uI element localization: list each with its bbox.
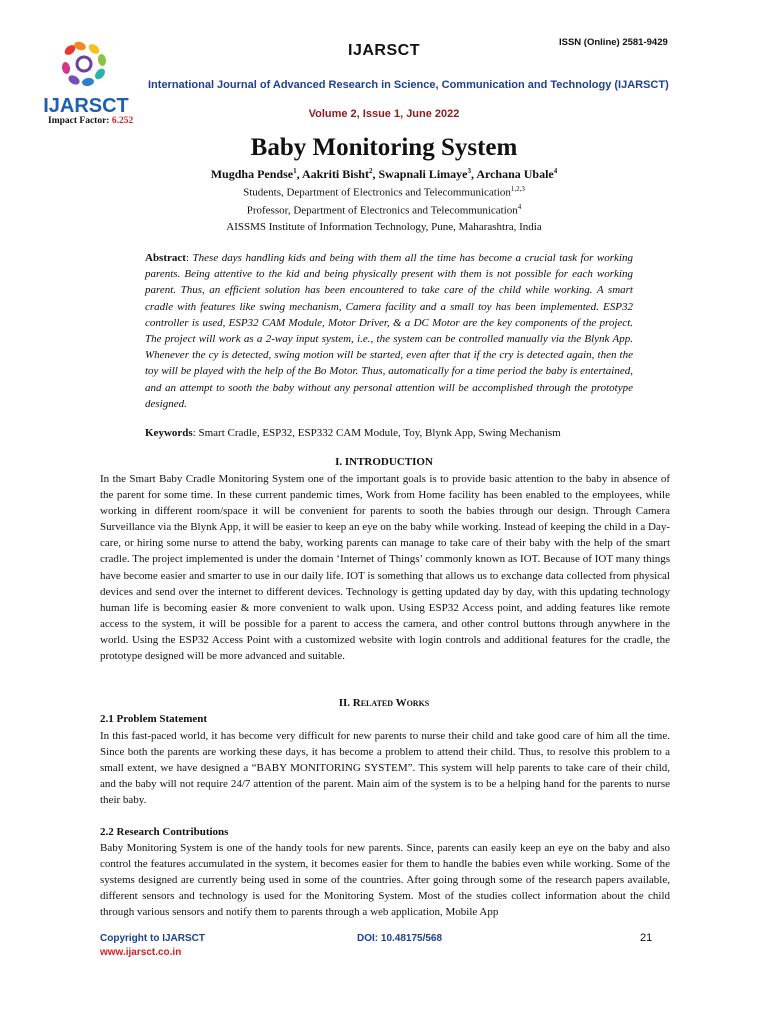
abstract-text: These days handling kids and being with them all the time has become a crucial task for working parents. Being attentive to the kid and being physically present with them is not possible for each working parent. Thus, an efficient solution has been encountered to take care of the child while working. A smart cradle with features like swing mechanism, Camera facility and a small toy has been implemented. ESP32 controller is used, ESP32 CAM Module, Motor Driver, & a DC Motor are the key components of the project. The project will work as a 2-way input system, i.e., the system can be controlled manually via the Blynk App. Whenever the cy is detected, swing motion will be started, even after that if the cry is detected again, then the toy will be played with the help of the Bo Motor. Thus, automatically for a time period the baby is entertained, and an attempt to sooth the baby without any personal attention will be accomplished through the prototype designed. <box>145 252 633 410</box>
footer-copyright: Copyright to IJARSCT <box>100 933 205 944</box>
keywords-block: Keywords: Smart Cradle, ESP32, ESP332 CAM Module, Toy, Blynk App, Swing Mechanism <box>145 427 561 439</box>
section-heading-introduction: I. INTRODUCTION <box>335 456 433 468</box>
keywords-label: Keywords <box>145 427 193 439</box>
impact-factor-value: 6.252 <box>111 116 134 126</box>
keywords-text: Smart Cradle, ESP32, ESP332 CAM Module, Toy, Blynk App, Swing Mechanism <box>198 427 561 439</box>
page-number: 21 <box>640 932 653 944</box>
volume-issue: Volume 2, Issue 1, June 2022 <box>308 108 460 120</box>
author-name: Swapnali Limaye <box>378 167 468 181</box>
affiliation-text: Students, Department of Electronics and Telecommunication <box>243 186 511 199</box>
author-sup: 1 <box>293 167 297 175</box>
author-sep: , <box>296 167 302 181</box>
affiliation-professor <box>0 203 768 217</box>
affiliation-institute: AISSMS Institute of Information Technology, Pune, Maharashtra, India <box>226 221 542 233</box>
author-sup: 2 <box>368 167 373 175</box>
author-name: Aakriti Bisht <box>301 167 369 181</box>
footer-doi: DOI: 10.48175/568 <box>357 933 443 944</box>
author-list <box>0 167 768 182</box>
subsection-heading-research-contributions: 2.2 Research Contributions <box>100 826 229 838</box>
impact-factor-label: Impact Factor: <box>48 116 112 126</box>
abstract-block: Abstract: These days handling kids and being with them all the time has become a crucial task for working parents. Being attentive to the kid and being physically present with them is not possible for each working parent. Thus, an efficient solution has been encountered to take care of the child while working. A smart cradle with features like swing mechanism, Camera facility and a small toy has been implemented. ESP32 controller is used, ESP32 CAM Module, Motor Driver, & a DC Motor are the key components of the project. The project will work as a 2-way input system, i.e., the system can be controlled manually via the Blynk App. Whenever the cy is detected, swing motion will be started, even after that if the cry is detected again, then the toy will be played with the help of the Bo Motor. Thus, automatically for a time period the baby is entertained, and an attempt to sooth the baby without any personal attention will be accomplished through the prototype designed. <box>145 252 633 410</box>
author-name: Mugdha Pendse <box>210 167 294 181</box>
affiliation-sup: 1,2,3 <box>510 185 525 193</box>
issn-number: ISSN (Online) 2581-9429 <box>559 37 668 48</box>
author-sep: , <box>470 167 477 181</box>
paper-title: Baby Monitoring System <box>250 134 518 161</box>
author-sup: 3 <box>467 167 471 175</box>
author-sup: 4 <box>553 167 558 175</box>
subsection-heading-problem-statement: 2.1 Problem Statement <box>100 713 208 725</box>
author-name: Archana Ubale <box>476 167 554 181</box>
author-sep: , <box>372 167 379 181</box>
affiliation-sup: 4 <box>517 203 522 211</box>
affiliation-students <box>0 185 768 199</box>
problem-statement-paragraph: In this fast-paced world, it has become very difficult for new parents to nurse their child and take good care of him all the time. Since both the parents are working these days, it has become a problem to attend their child. Thus, to resolve this problem to a small extent, we have designed a “BABY MONITORING SYSTEM”. This system will help parents to take care of their child, and the baby will not require 24/7 attention of the parent. Main aim of the system is to be a helping hand for the parents to nurse their baby. <box>100 730 670 807</box>
logo-wordmark: IJARSCT <box>43 95 129 117</box>
footer-website-link[interactable]: www.ijarsct.co.in <box>100 947 182 958</box>
section-heading-related-works: II. Related Works <box>338 697 430 709</box>
abstract-label: Abstract <box>145 252 186 264</box>
journal-acronym: IJARSCT <box>348 42 420 59</box>
introduction-paragraph: In the Smart Baby Cradle Monitoring System one of the important goals is to provide basic attention to the baby in absence of the parent for some time. In these current pandemic times, Work from Home facility has been enabled to the employees, while working in different room/space it will be convenient for parents to sooth the babies through our design. Through Camera Surveillance via the Blynk App, it will be easier to keep an eye on the baby while working. Instead of keeping the child in a Day-care, or hiring some nurse to attend the baby, working parents can manage to take care of their baby with the help of the smart cradle. The project implemented is under the domain ‘Internet of Things’ commonly known as IOT. Because of IOT many things have become easier and smarter to use in our daily life. IOT is something that allows us to exchange data collected from physical devices and send over the internet to different devices. Technology is getting updated day by day, with this updating technology human life is becoming easier & more convenient to walk upon. Using ESP32 Access point, and adding features like remote access to the system, it will be possible for a parent to access the camera, and other control buttons through anywhere in the world. Using the ESP32 Access Point with a customized website with login controls and additional features for the cradle, the prototype designed will be more advanced and suitable. <box>100 473 670 663</box>
journal-full-name: International Journal of Advanced Research in Science, Communication and Technology (IJARSCT) <box>148 79 669 91</box>
affiliation-text: Professor, Department of Electronics and Telecommunication <box>246 204 518 217</box>
research-contributions-paragraph: Baby Monitoring System is one of the handy tools for new parents. Since, parents can easily keep an eye on the baby and also control the features accumulated in the system, it becomes easier for them to handle the babies even while working. Some of the systems designed are currently being used in some of the countries. After going through some of the research papers available, different sensors and technology is used for the Monitoring System. Most of the studies collect information about the child through various sensors and notify them to parents through a web application, Mobile App <box>100 842 670 919</box>
